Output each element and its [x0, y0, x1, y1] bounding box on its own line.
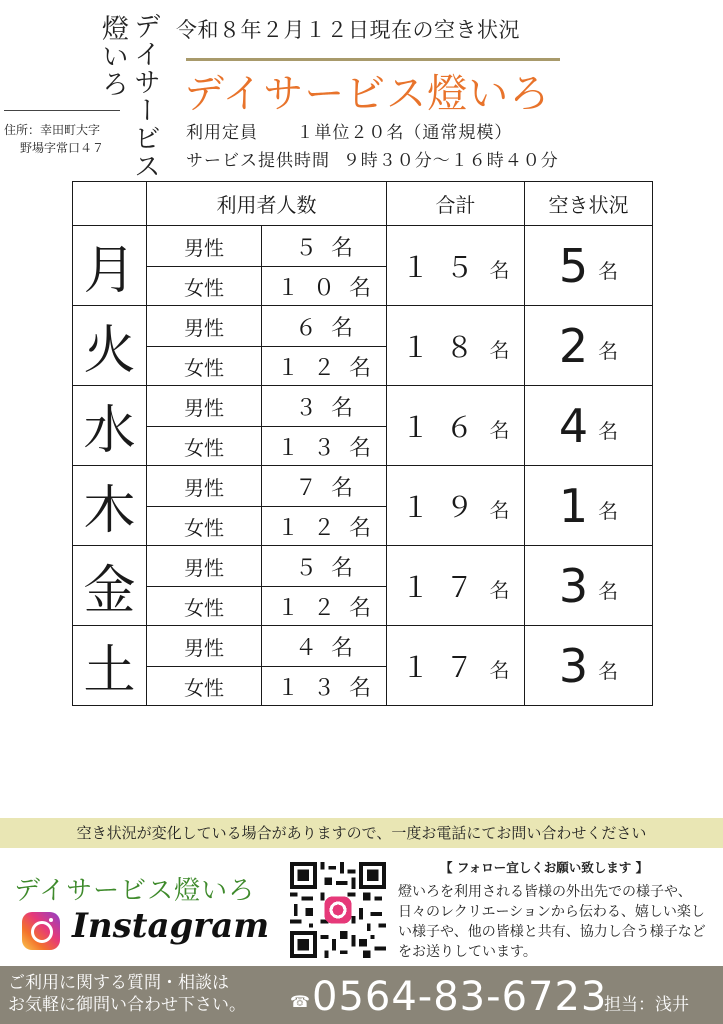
unit-label: 名	[489, 257, 510, 282]
female-label: 女性	[147, 347, 262, 386]
vacancy-value: 3	[558, 558, 589, 613]
female-count-value: １０	[276, 275, 349, 301]
footer	[0, 966, 723, 1024]
unit-label: 名	[598, 658, 619, 683]
total-value: １７	[401, 570, 490, 604]
day-cell: 土	[73, 626, 147, 706]
male-count	[262, 386, 387, 427]
page-title: 令和８年２月１２日現在の空き状況	[176, 18, 520, 42]
male-count	[262, 466, 387, 507]
vacancy-cell	[525, 626, 653, 706]
brand-name: デイサービス燈いろ	[184, 71, 551, 117]
male-count-value: ５	[294, 555, 331, 581]
table-row	[73, 306, 653, 347]
logo-vertical-service: デイサービス	[129, 12, 160, 180]
follow-request: 【 フォロー宜しくお願い致します 】	[440, 860, 649, 875]
unit-label: 名	[598, 418, 619, 443]
vacancy-cell	[525, 306, 653, 386]
vacancy-table	[72, 181, 653, 706]
unit-label: 名	[598, 338, 619, 363]
table-row	[73, 546, 653, 587]
day-cell: 月	[73, 226, 147, 306]
unit-label: 名	[349, 595, 372, 621]
vacancy-value: 1	[558, 478, 589, 533]
female-label: 女性	[147, 267, 262, 306]
unit-label: 名	[489, 657, 510, 682]
total-cell	[387, 226, 525, 306]
instagram-wordmark[interactable]: Instagram	[72, 906, 270, 946]
unit-label: 名	[349, 275, 372, 301]
day-cell: 火	[73, 306, 147, 386]
day-cell: 水	[73, 386, 147, 466]
brand-rule	[186, 58, 560, 61]
unit-label: 名	[349, 675, 372, 701]
hours-value: ９時３０分～１６時４０分	[342, 151, 559, 171]
male-count	[262, 226, 387, 267]
female-label: 女性	[147, 427, 262, 466]
total-value: １５	[401, 250, 490, 284]
header-total: 合計	[387, 182, 525, 226]
footer-line1: ご利用に関する質問・相談は	[8, 973, 229, 993]
female-count	[262, 347, 387, 386]
male-count-value: ４	[294, 635, 331, 661]
capacity-row	[186, 118, 512, 143]
footer-line2: お気軽に御問い合わせ下さい。	[8, 995, 246, 1015]
male-count	[262, 546, 387, 587]
total-value: １８	[401, 330, 490, 364]
instagram-description: 燈いろを利用される皆様の外出先での様子や、日々のレクリエーションから伝わる、嬉しい楽しい様子や、他の皆様と共有、協力し合う様子などをお送りしています。	[398, 884, 706, 960]
address-line2: 野場字常口４７	[20, 141, 105, 155]
total-value: １６	[401, 410, 490, 444]
vacancy-value: 3	[558, 638, 589, 693]
unit-label: 名	[489, 497, 510, 522]
female-count-value: １３	[276, 435, 349, 461]
unit-label: 名	[598, 258, 619, 283]
male-count-value: ６	[294, 315, 331, 341]
total-value: １７	[401, 650, 490, 684]
male-count	[262, 626, 387, 667]
unit-label: 名	[331, 315, 354, 341]
total-cell	[387, 306, 525, 386]
unit-label: 名	[349, 355, 372, 381]
table-header-row	[73, 182, 653, 226]
total-cell	[387, 626, 525, 706]
male-label: 男性	[147, 226, 262, 267]
male-label: 男性	[147, 386, 262, 427]
vacancy-cell	[525, 226, 653, 306]
unit-label: 名	[331, 475, 354, 501]
day-cell: 木	[73, 466, 147, 546]
unit-label: 名	[349, 435, 372, 461]
total-cell	[387, 546, 525, 626]
unit-label: 名	[489, 417, 510, 442]
header-vacancy: 空き状況	[525, 182, 653, 226]
male-label: 男性	[147, 466, 262, 507]
table-row	[73, 466, 653, 507]
table-row	[73, 226, 653, 267]
divider	[4, 110, 120, 111]
staff-contact: 担当：浅井	[604, 995, 689, 1015]
female-count-value: １２	[276, 595, 349, 621]
hours-row	[186, 146, 559, 171]
capacity-label: 利用定員	[186, 123, 258, 143]
footer-inquiry	[8, 972, 246, 1016]
unit-label: 名	[331, 635, 354, 661]
unit-label: 名	[331, 555, 354, 581]
total-value: １９	[401, 490, 490, 524]
day-cell: 金	[73, 546, 147, 626]
total-cell	[387, 466, 525, 546]
phone-icon: ☎	[290, 992, 310, 1011]
female-count-value: １２	[276, 355, 349, 381]
hours-label: サービス提供時間	[186, 151, 330, 171]
unit-label: 名	[598, 498, 619, 523]
unit-label: 名	[349, 515, 372, 541]
table-row	[73, 626, 653, 667]
unit-label: 名	[331, 395, 354, 421]
qr-code-icon[interactable]	[290, 862, 386, 958]
total-cell	[387, 386, 525, 466]
unit-label: 名	[331, 235, 354, 261]
capacity-value: １単位２０名（通常規模）	[296, 123, 513, 143]
table-row	[73, 386, 653, 427]
unit-label: 名	[598, 578, 619, 603]
phone-number[interactable]: 0564-83-6723	[312, 974, 608, 1020]
male-count	[262, 306, 387, 347]
header-blank	[73, 182, 147, 226]
vacancy-value: 5	[558, 238, 589, 293]
notice-banner: 空き状況が変化している場合がありますので、一度お電話にてお問い合わせください	[0, 818, 723, 848]
female-count	[262, 667, 387, 706]
male-label: 男性	[147, 306, 262, 347]
vacancy-value: 2	[558, 318, 589, 373]
male-label: 男性	[147, 626, 262, 667]
vacancy-cell	[525, 546, 653, 626]
unit-label: 名	[489, 337, 510, 362]
male-label: 男性	[147, 546, 262, 587]
female-label: 女性	[147, 587, 262, 626]
vacancy-cell	[525, 466, 653, 546]
female-count	[262, 507, 387, 546]
male-count-value: ７	[294, 475, 331, 501]
logo-vertical-name: 燈いろ	[97, 14, 128, 98]
table-body	[73, 226, 653, 706]
female-count	[262, 267, 387, 306]
female-label: 女性	[147, 507, 262, 546]
female-label: 女性	[147, 667, 262, 706]
female-count	[262, 427, 387, 466]
header-users: 利用者人数	[147, 182, 387, 226]
address-line1: 住所：幸田町大字	[4, 123, 101, 137]
female-count-value: １２	[276, 515, 349, 541]
female-count-value: １３	[276, 675, 349, 701]
unit-label: 名	[489, 577, 510, 602]
male-count-value: ５	[294, 235, 331, 261]
male-count-value: ３	[294, 395, 331, 421]
instagram-icon[interactable]	[22, 912, 60, 950]
female-count	[262, 587, 387, 626]
vacancy-cell	[525, 386, 653, 466]
instagram-brand: デイサービス燈いろ	[14, 876, 256, 906]
vacancy-value: 4	[558, 398, 589, 453]
